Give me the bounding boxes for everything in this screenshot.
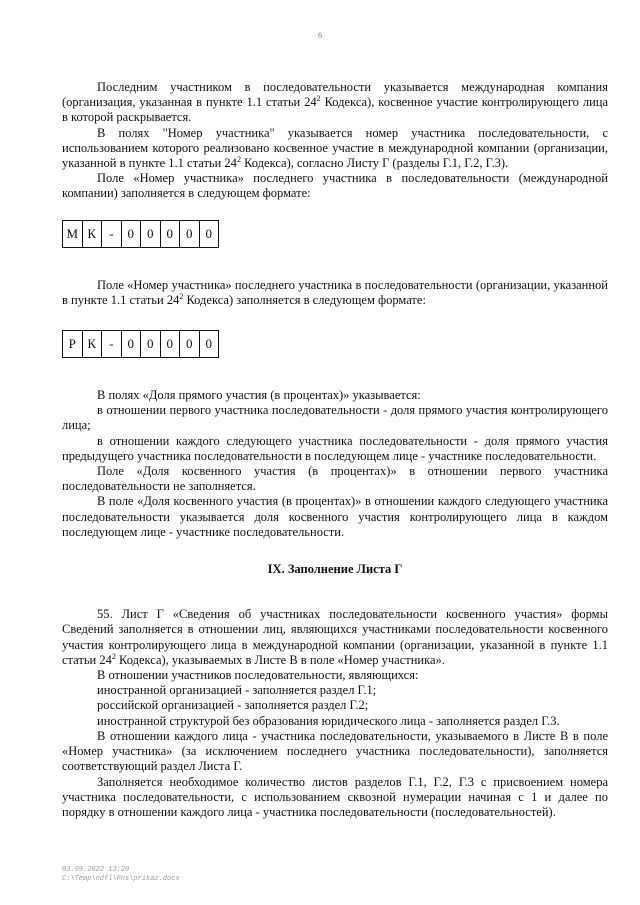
section-heading: IX. Заполнение Листа Г xyxy=(267,562,403,577)
code-cell: 0 xyxy=(121,330,142,358)
paragraph: в отношении первого участника последовательности - доля прямого участия контролирующего лица; xyxy=(62,403,608,433)
paragraph: В отношении каждого лица - участника последовательности, указываемого в Листе В в поле «Номер участника» (за исключением последнего участника последовательности), заполняется соответствующий раздел Листа Г. xyxy=(62,728,608,774)
paragraph: В отношении участников последовательности, являющихся: xyxy=(97,668,419,683)
code-cell: К xyxy=(82,220,103,248)
paragraph: 55. Лист Г «Сведения об участниках последовательности косвенного участия» формы Сведений заполняется в отношении лиц, являющихся участниками последовательности косвенного участия контролирующего лица в международной компании (организации, указанной в пункте 1.1 статьи $24^2$ Кодекса), указываемых в Листе В в поле «Номер участника». xyxy=(62,607,608,667)
paragraph: Заполняется необходимое количество листов разделов Г.1, Г.2, Г.3 с присвоением номера участника последовательности, с использованием сквозной нумерации начиная с 1 и далее по порядку в отношении каждого лица - участника последовательности (последовательностей). xyxy=(62,774,608,819)
code-cell: 0 xyxy=(140,220,161,248)
code-cell: 0 xyxy=(160,330,181,358)
code-cell: - xyxy=(101,220,122,248)
code-cell: 0 xyxy=(140,330,161,358)
paragraph: Поле «Номер участника» последнего участника в последовательности (международной компании) заполняется в следующем формате: xyxy=(62,171,608,201)
paragraph: Поле «Доля косвенного участия (в процентах)» в отношении первого участника последовательности не заполняется. xyxy=(62,464,608,494)
list-item: иностранной организацией - заполняется раздел Г.1; xyxy=(97,683,377,698)
code-cell: М xyxy=(62,220,83,248)
print-stamp-path: C:\Temp\ndfl\Fns\prikaz.docx xyxy=(62,875,180,883)
code-cell: 0 xyxy=(199,330,220,358)
list-item: иностранной структурой без образования юридического лица - заполняется раздел Г.3. xyxy=(97,713,560,728)
paragraph: Последним участником в последовательности указывается международная компания (организация, указанная в пункте 1.1 статьи $24^2$ Кодекса), косвенное участие контролирующего лица в которой раскрывается. xyxy=(62,80,608,125)
document-body xyxy=(62,80,608,820)
print-stamp xyxy=(62,866,180,884)
code-cell: 0 xyxy=(160,220,181,248)
paragraph: в отношении каждого следующего участника последовательности - доля прямого участия предыдущего участника последовательности в последующем лице - участнике последовательности. xyxy=(62,433,608,463)
paragraph: Поле «Номер участника» последнего участника в последовательности (организации, указанной в пункте 1.1 статьи $24^2$ Кодекса) заполняется в следующем формате: xyxy=(62,277,608,307)
code-format-rk xyxy=(62,330,608,358)
list-item: российской организацией - заполняется раздел Г.2; xyxy=(97,698,369,713)
code-cell: К xyxy=(82,330,103,358)
paragraph: В полях «Доля прямого участия (в процентах)» указывается: xyxy=(97,388,421,403)
page-number: 6 xyxy=(318,31,322,40)
paragraph: В полях "Номер участника" указывается номер участника последовательности, с использованием которого реализовано косвенное участие в международной компании (организации, указанной в пункте 1.1 статьи $24^2$ Кодекса), согласно Листу Г (разделы Г.1, Г.2, Г.3). xyxy=(62,125,608,171)
code-cell: 0 xyxy=(199,220,220,248)
code-cell: 0 xyxy=(121,220,142,248)
code-cell: 0 xyxy=(179,330,200,358)
code-cell: 0 xyxy=(179,220,200,248)
code-cell: Р xyxy=(62,330,83,358)
code-format-mk xyxy=(62,220,608,248)
paragraph: В поле «Доля косвенного участия (в процентах)» в отношении каждого следующего участника последовательности указывается доля косвенного участия контролирующего лица в каждом последующем лице - участнике последовательности. xyxy=(62,494,608,539)
print-stamp-date: 03.09.2022 13:20 xyxy=(62,866,130,874)
code-cell: - xyxy=(101,330,122,358)
